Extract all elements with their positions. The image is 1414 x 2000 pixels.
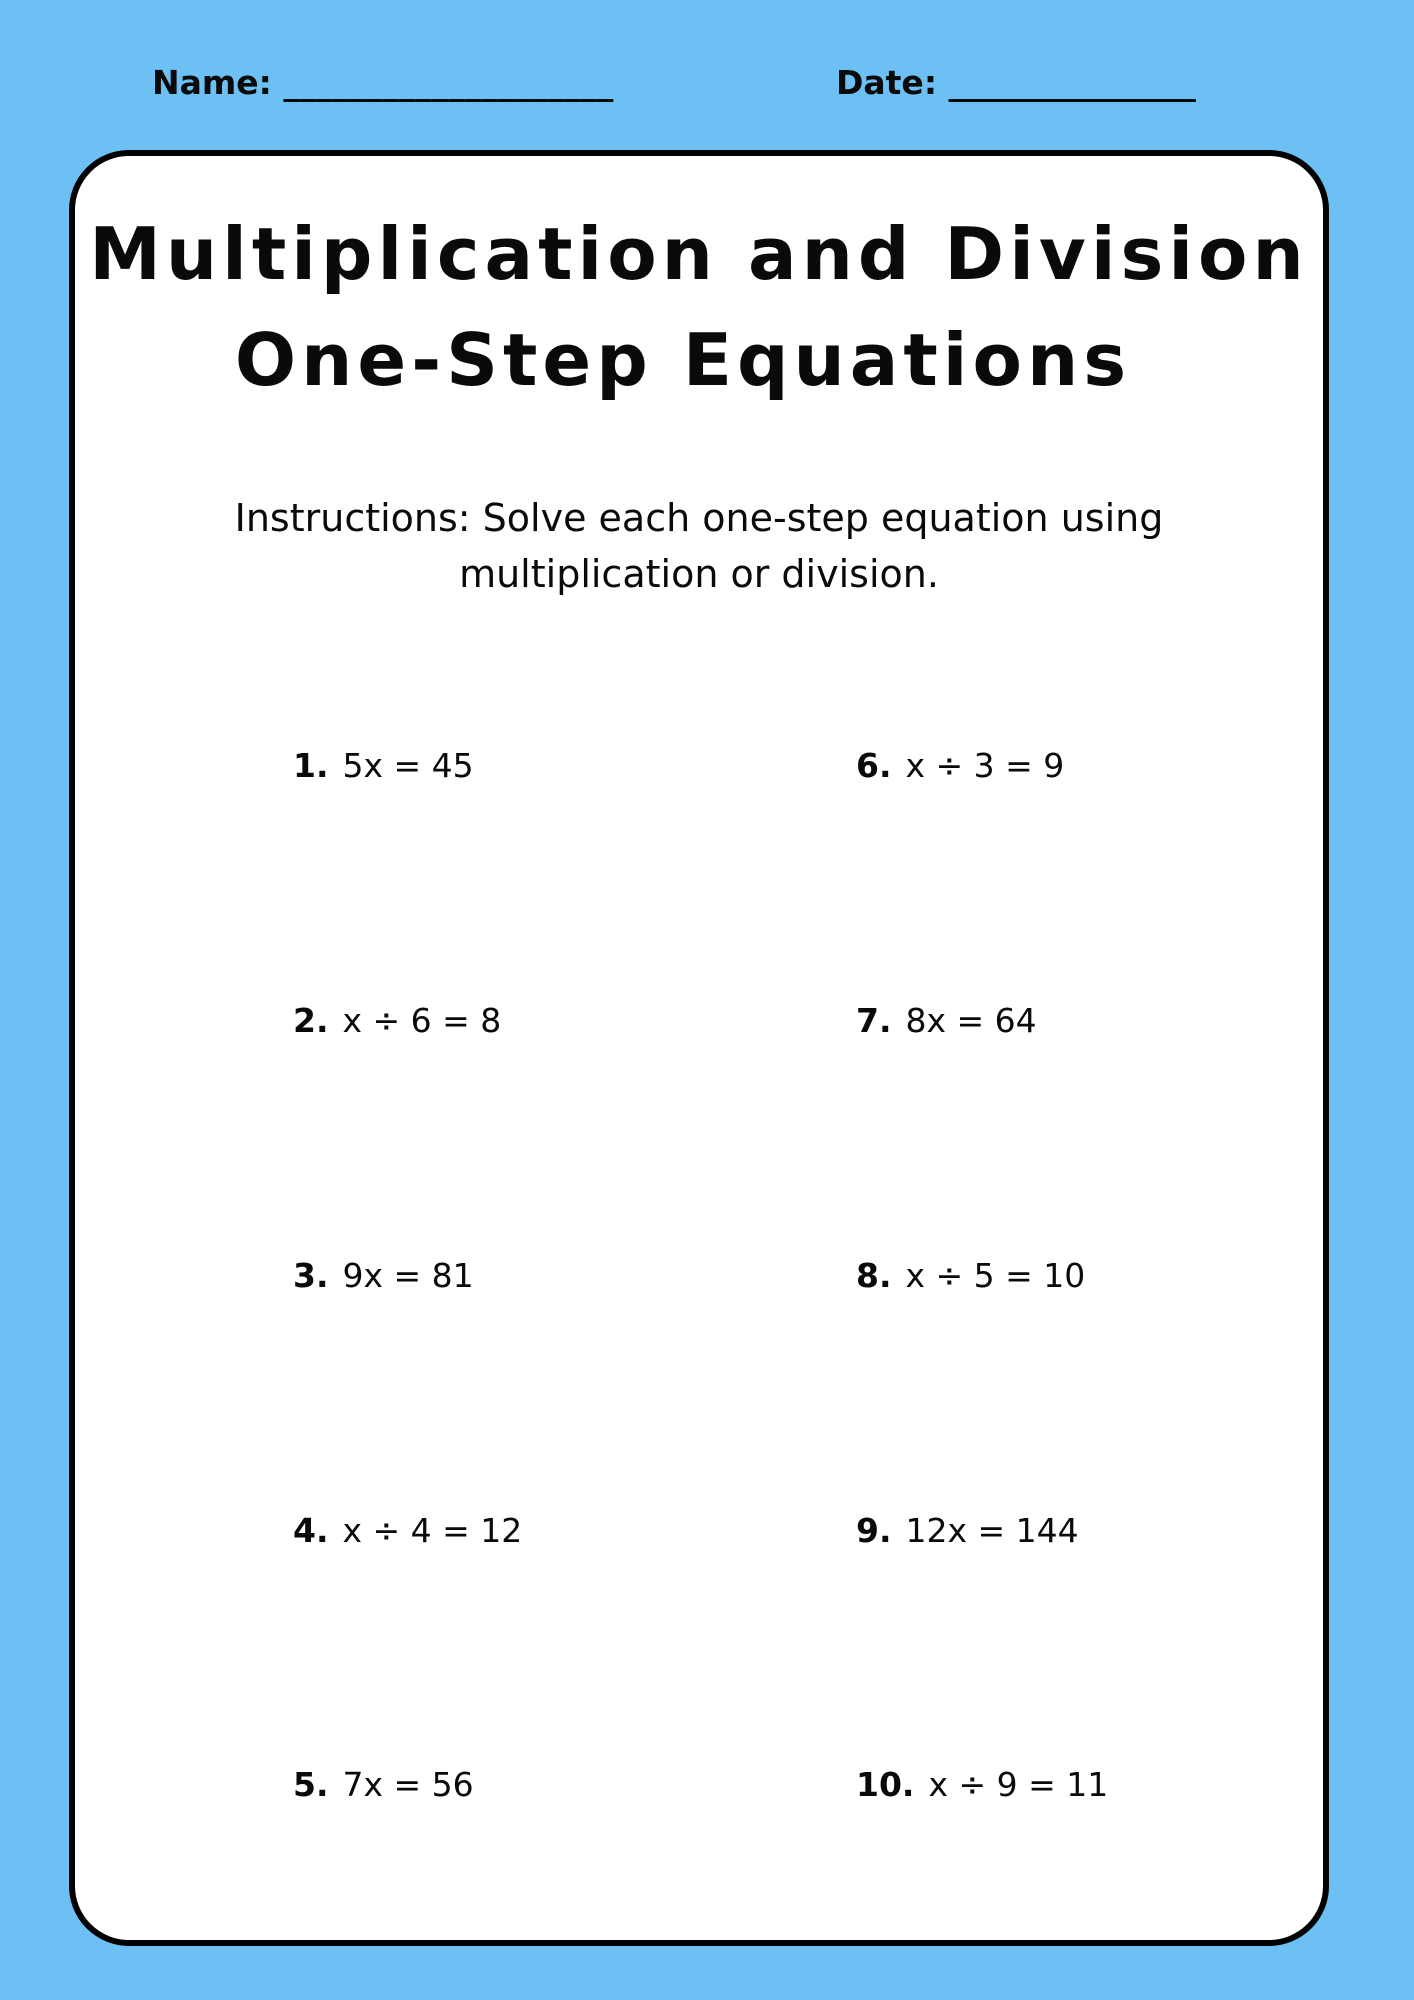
problem-2 [293, 1001, 502, 1040]
problem-equation: 12x = 144 [905, 1511, 1079, 1550]
problem-equation: 8x = 64 [905, 1001, 1037, 1040]
problem-equation: 9x = 81 [342, 1256, 474, 1295]
problem-number: 7. [856, 1001, 892, 1040]
problem-9 [856, 1511, 1079, 1550]
problem-8 [856, 1256, 1086, 1295]
problem-7 [856, 1001, 1037, 1040]
problem-number: 3. [293, 1256, 329, 1295]
name-field[interactable]: Name: ____________________ [152, 63, 614, 102]
problem-number: 4. [293, 1511, 329, 1550]
instructions-line-2: multiplication or division. [459, 552, 939, 596]
problem-number: 2. [293, 1001, 329, 1040]
problem-number: 5. [293, 1765, 329, 1804]
instructions-line-1: Instructions: Solve each one-step equation using [234, 496, 1164, 540]
problem-equation: 7x = 56 [342, 1765, 474, 1804]
problem-6 [856, 746, 1065, 785]
problem-number: 9. [856, 1511, 892, 1550]
problem-4 [293, 1511, 523, 1550]
problem-5 [293, 1765, 474, 1804]
problem-10 [856, 1765, 1109, 1804]
problem-equation: x ÷ 9 = 11 [928, 1765, 1109, 1804]
problem-equation: 5x = 45 [342, 746, 474, 785]
worksheet-card [69, 150, 1329, 1946]
problem-equation: x ÷ 3 = 9 [905, 746, 1065, 785]
problem-3 [293, 1256, 474, 1295]
problem-number: 8. [856, 1256, 892, 1295]
problem-1 [293, 746, 474, 785]
problem-number: 10. [856, 1765, 915, 1804]
problem-equation: x ÷ 5 = 10 [905, 1256, 1086, 1295]
worksheet-title-line-1: Multiplication and Division [89, 212, 1309, 296]
instructions [75, 490, 1323, 602]
problem-number: 1. [293, 746, 329, 785]
date-field[interactable]: Date: _______________ [836, 63, 1197, 102]
problem-equation: x ÷ 6 = 8 [342, 1001, 502, 1040]
problem-equation: x ÷ 4 = 12 [342, 1511, 523, 1550]
worksheet-title-line-2: One-Step Equations [234, 318, 1132, 402]
problem-number: 6. [856, 746, 892, 785]
